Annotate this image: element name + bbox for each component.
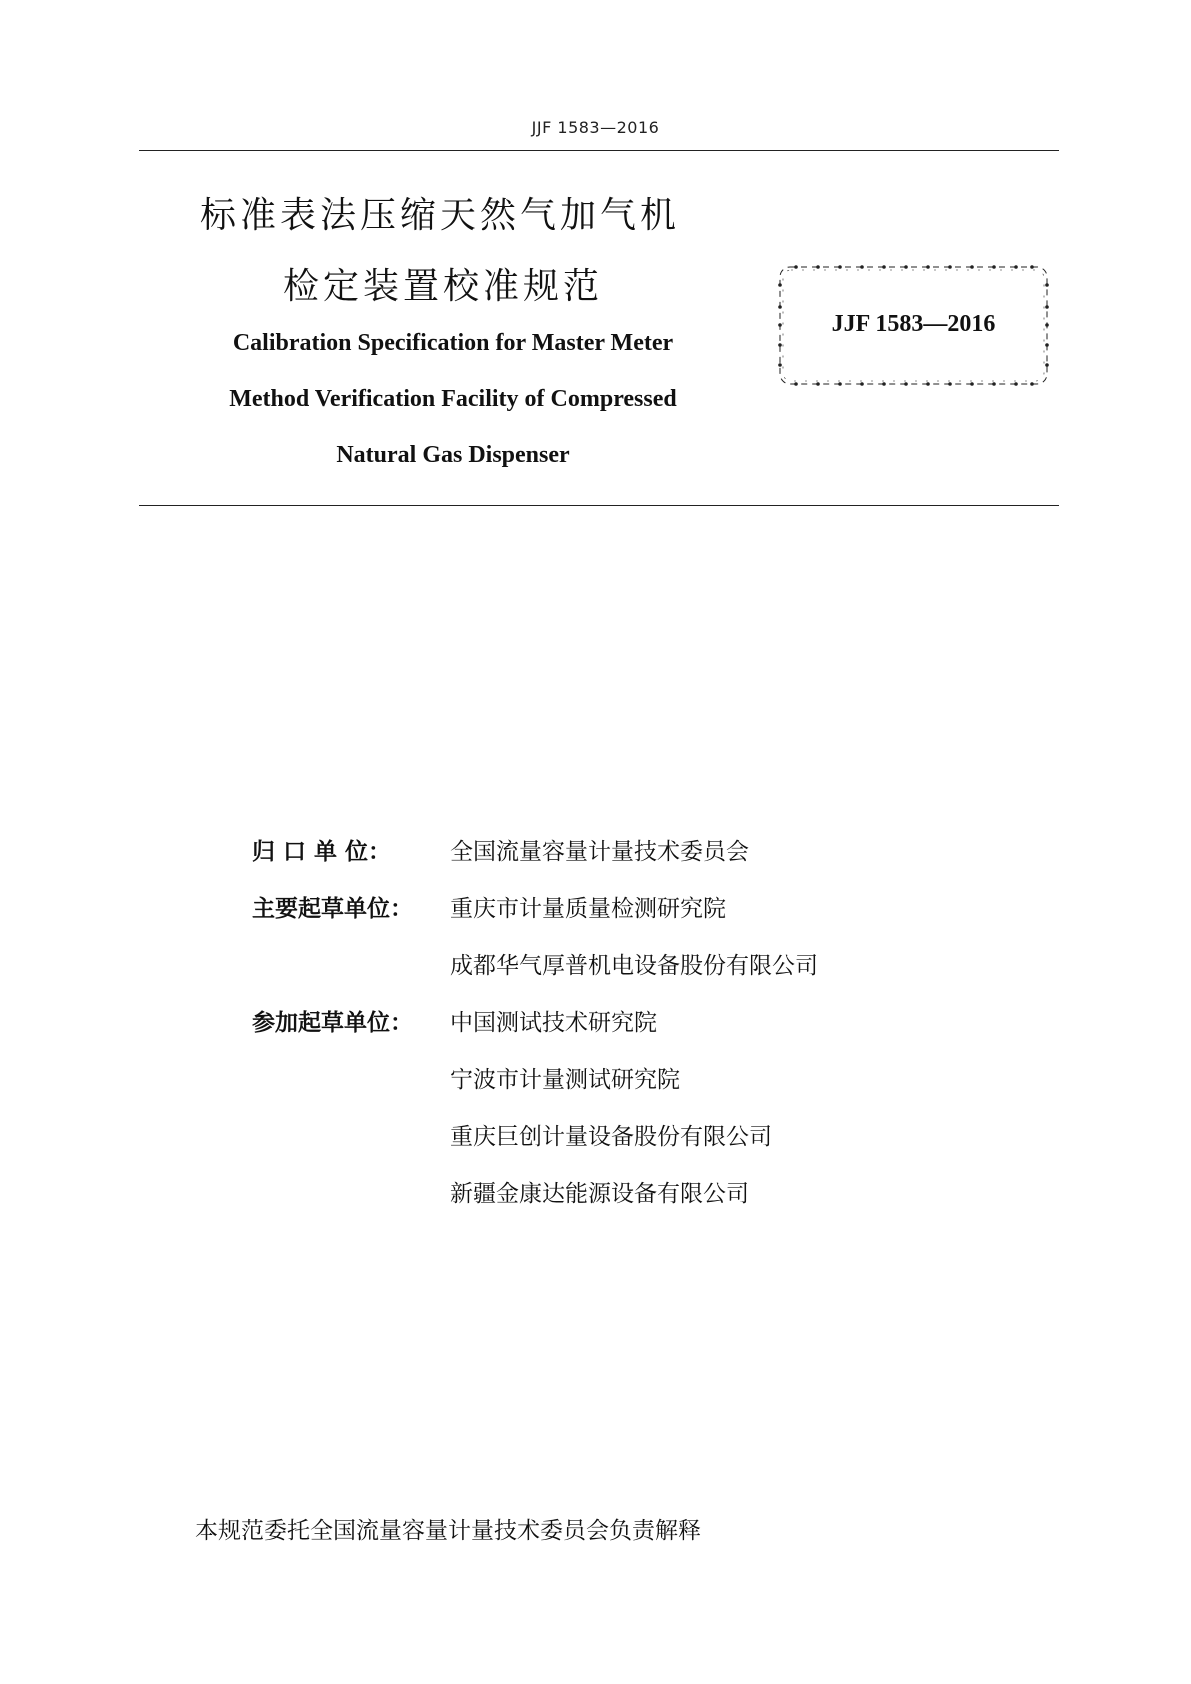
interpretation-note: 本规范委托全国流量容量计量技术委员会负责解释: [195, 1518, 701, 1544]
responsible-unit-label: 归 口 单 位：: [252, 839, 392, 865]
participating-drafting-unit-2: 宁波市计量测试研究院: [450, 1067, 680, 1093]
title-english-line-3: Natural Gas Dispenser: [336, 442, 570, 468]
title-divider: [139, 505, 1059, 506]
title-chinese-line-2: 检定装置校准规范: [283, 266, 604, 307]
participating-drafting-unit-3: 重庆巨创计量设备股份有限公司: [450, 1124, 772, 1150]
title-chinese-line-1: 标准表法压缩天然气加气机: [200, 195, 681, 236]
standard-code-box-text: JJF 1583—2016: [831, 311, 996, 337]
title-english-line-1: Calibration Specification for Master Meter: [232, 330, 674, 356]
title-english-line-2: Method Verification Facility of Compressed: [229, 386, 677, 412]
main-drafting-unit-1: 重庆市计量质量检测研究院: [450, 896, 726, 922]
header-standard-code: JJF 1583—2016: [531, 118, 660, 137]
main-drafting-unit-2: 成都华气厚普机电设备股份有限公司: [450, 953, 818, 979]
participating-drafting-unit-label: 参加起草单位：: [252, 1010, 413, 1036]
participating-drafting-unit-1: 中国测试技术研究院: [450, 1010, 657, 1036]
header-divider: [139, 150, 1059, 151]
standard-code-box: [776, 263, 1051, 388]
participating-drafting-unit-4: 新疆金康达能源设备有限公司: [450, 1181, 749, 1207]
responsible-unit-value: 全国流量容量计量技术委员会: [450, 839, 749, 865]
main-drafting-unit-label: 主要起草单位：: [252, 896, 413, 922]
